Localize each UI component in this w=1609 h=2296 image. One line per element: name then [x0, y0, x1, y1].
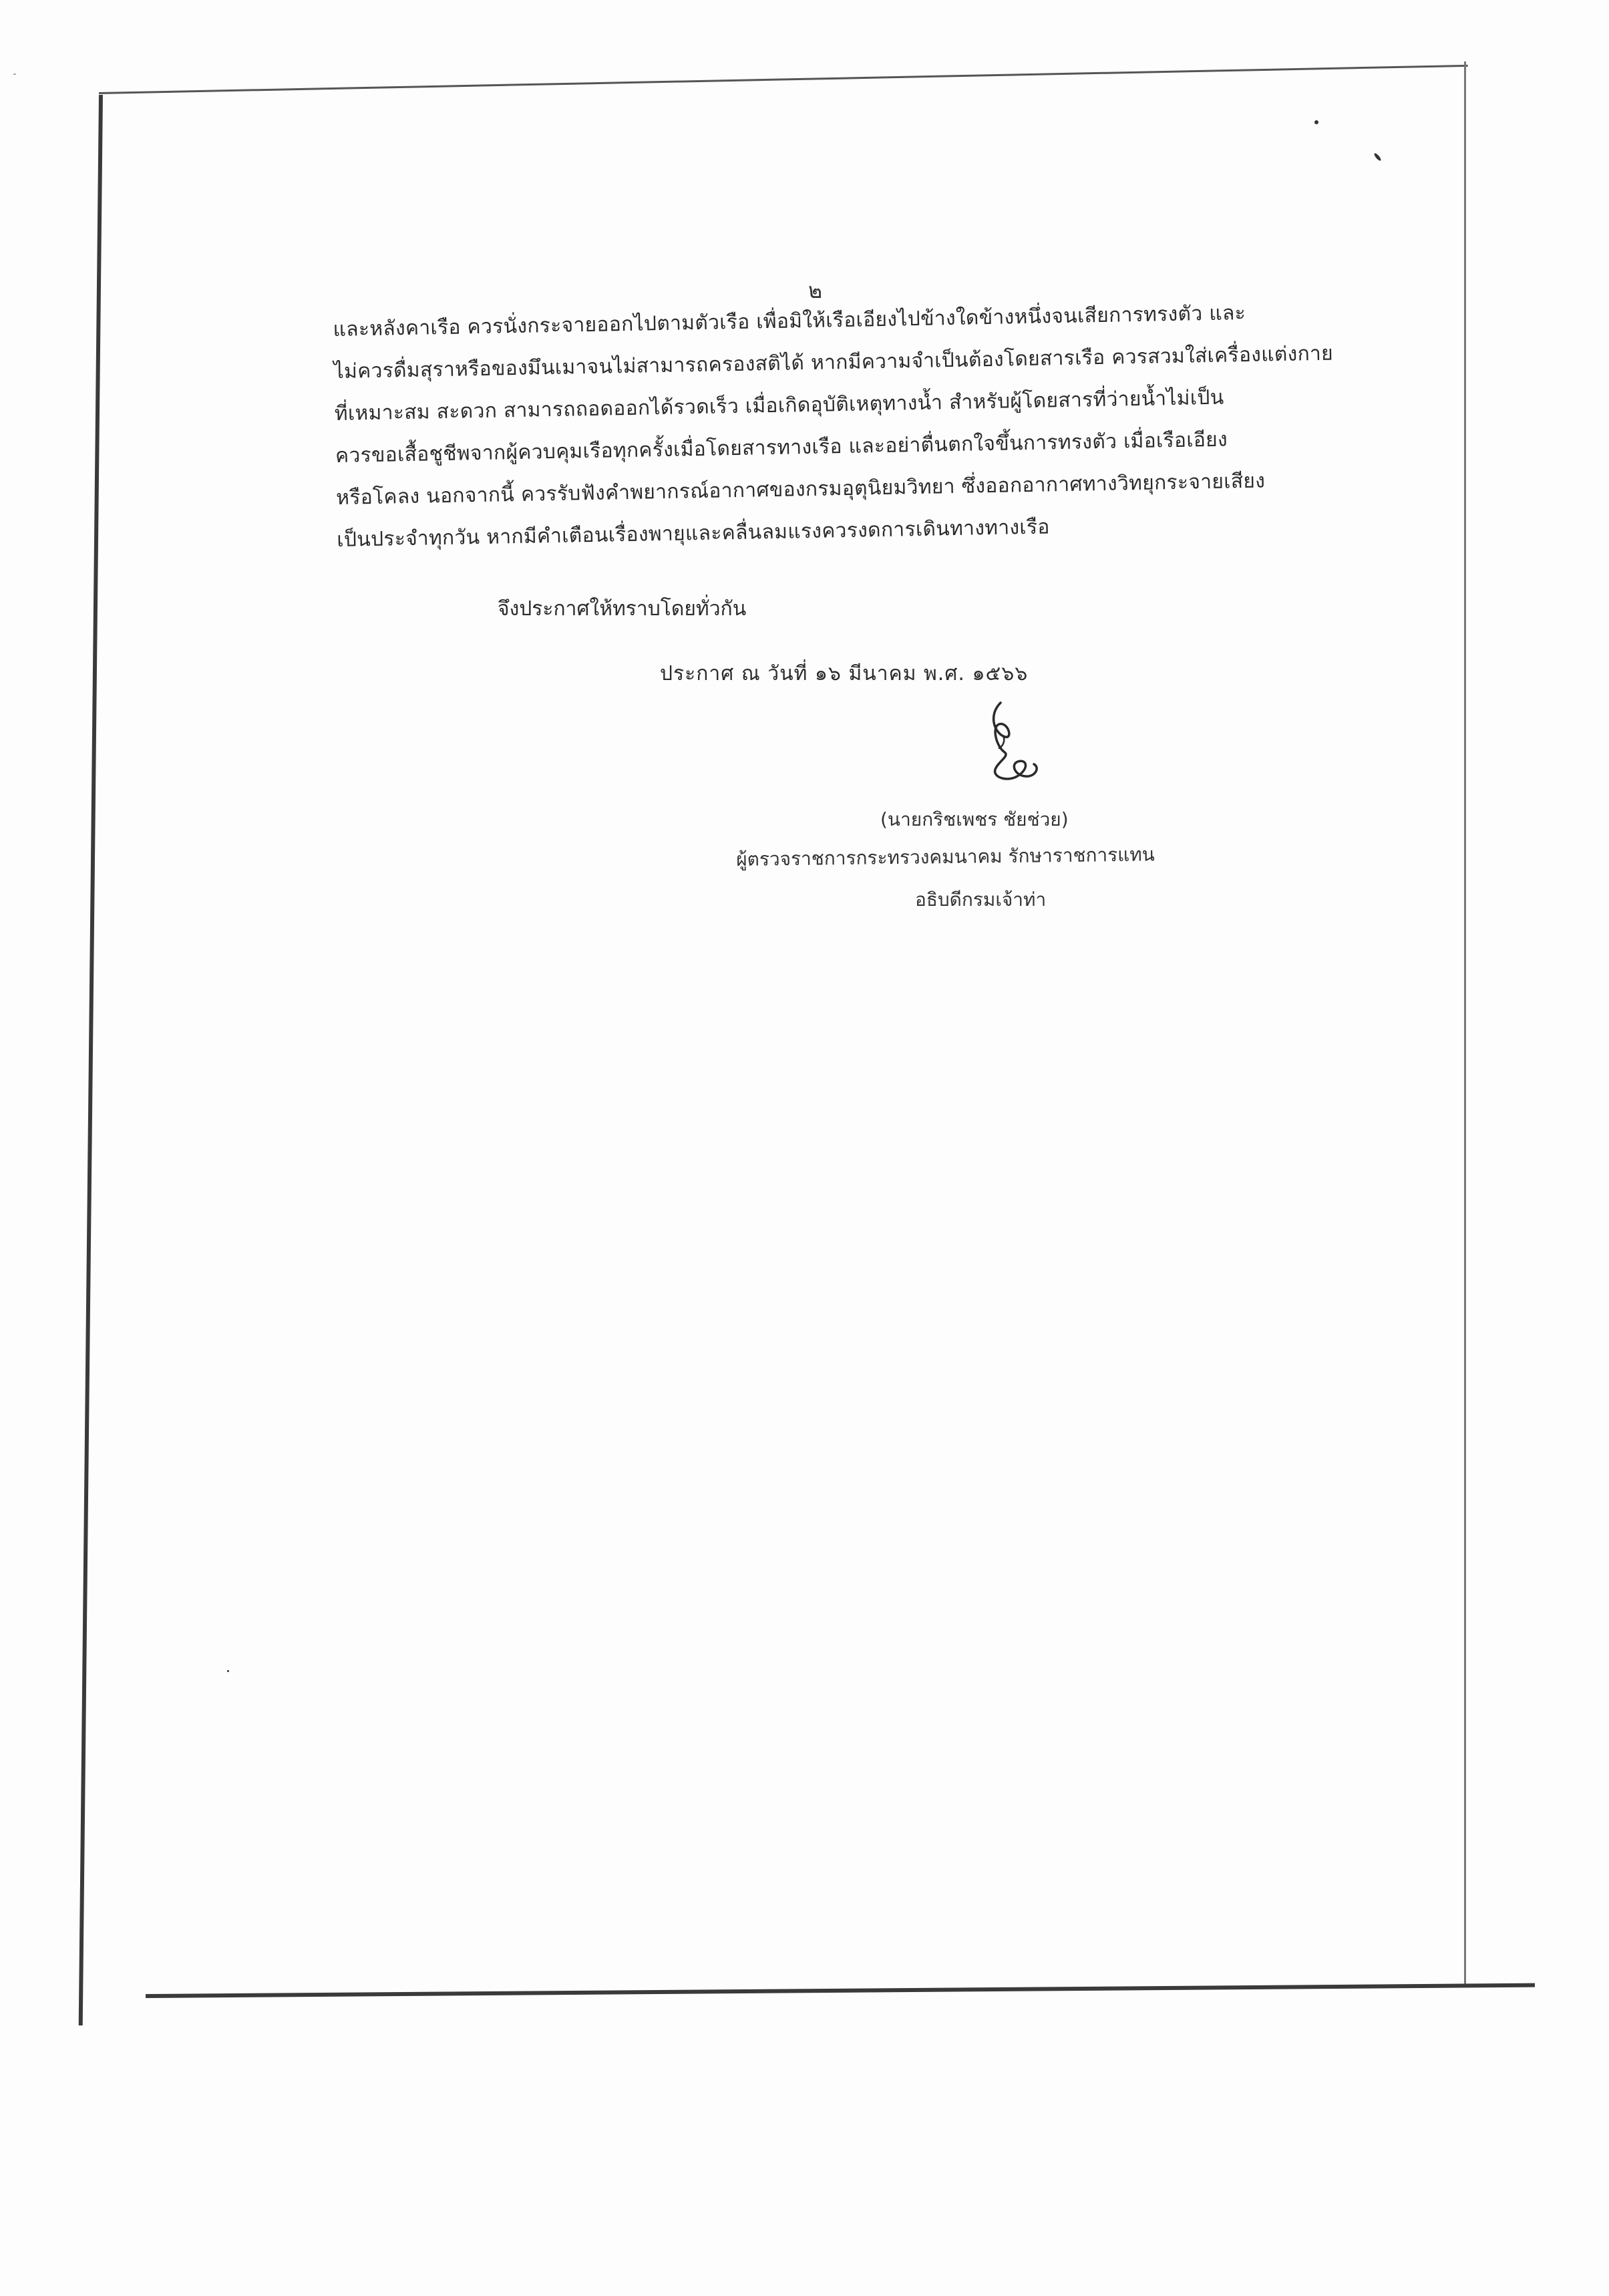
page-number: ๒ [808, 278, 823, 303]
body-line: ควรขอเสื้อชูชีพจากผู้ควบคุมเรือทุกครั้งเมื่อโดยสารทางเรือ และอย่าตื่นตกใจขึ้นการทรงตัว เมื่อเรือเอียง [335, 428, 1228, 468]
scan-edge-left [79, 95, 103, 2025]
scan-speck [1373, 152, 1382, 162]
notice-statement: จึงประกาศให้ทราบโดยทั่วกัน [498, 597, 747, 621]
signer-name: (นายกริชเพชร ชัยช่วย) [880, 808, 1069, 830]
announcement-date: ประกาศ ณ วันที่ ๑๖ มีนาคม พ.ศ. ๑๕๖๖ [660, 662, 1029, 685]
scan-speck [13, 73, 16, 75]
scan-edge-top [99, 65, 1468, 94]
body-line: หรือโคลง นอกจากนี้ ควรรับฟังคำพยากรณ์อากาศของกรมอุตุนิยมวิทยา ซึ่งออกอากาศทางวิทยุกระจายเสียง [335, 469, 1266, 510]
signer-title-department: อธิบดีกรมเจ้าท่า [915, 888, 1047, 911]
body-line: และหลังคาเรือ ควรนั่งกระจายออกไปตามตัวเรือ เพื่อมิให้เรือเอียงไปข้างใดข้างหนึ่งจนเสียการทรงตัว และ [333, 301, 1246, 341]
body-line: ไม่ควรดื่มสุราหรือของมึนเมาจนไม่สามารถครองสติได้ หากมีความจำเป็นต้องโดยสารเรือ ควรสวมใส่เครื่องแต่งกาย [333, 341, 1334, 383]
body-line: เป็นประจำทุกวัน หากมีคำเตือนเรื่องพายุและคลื่นลมแรงควรงดการเดินทางทางเรือ [337, 515, 1050, 552]
body-line: ที่เหมาะสม สะดวก สามารถถอดออกได้รวดเร็ว เมื่อเกิดอุบัติเหตุทางน้ำ สำหรับผู้โดยสารที่ว่ายน้ำไม่เป็น [334, 385, 1224, 426]
signer-title: ผู้ตรวจราชการกระทรวงคมนาคม รักษาราชการแทน [736, 843, 1155, 870]
handwritten-signature [962, 695, 1062, 795]
scan-speck [1314, 120, 1318, 124]
scan-edge-bottom [146, 1983, 1535, 1998]
scan-edge-right [1464, 61, 1466, 1985]
body-paragraph [333, 289, 1379, 561]
scan-speck [227, 1670, 229, 1672]
